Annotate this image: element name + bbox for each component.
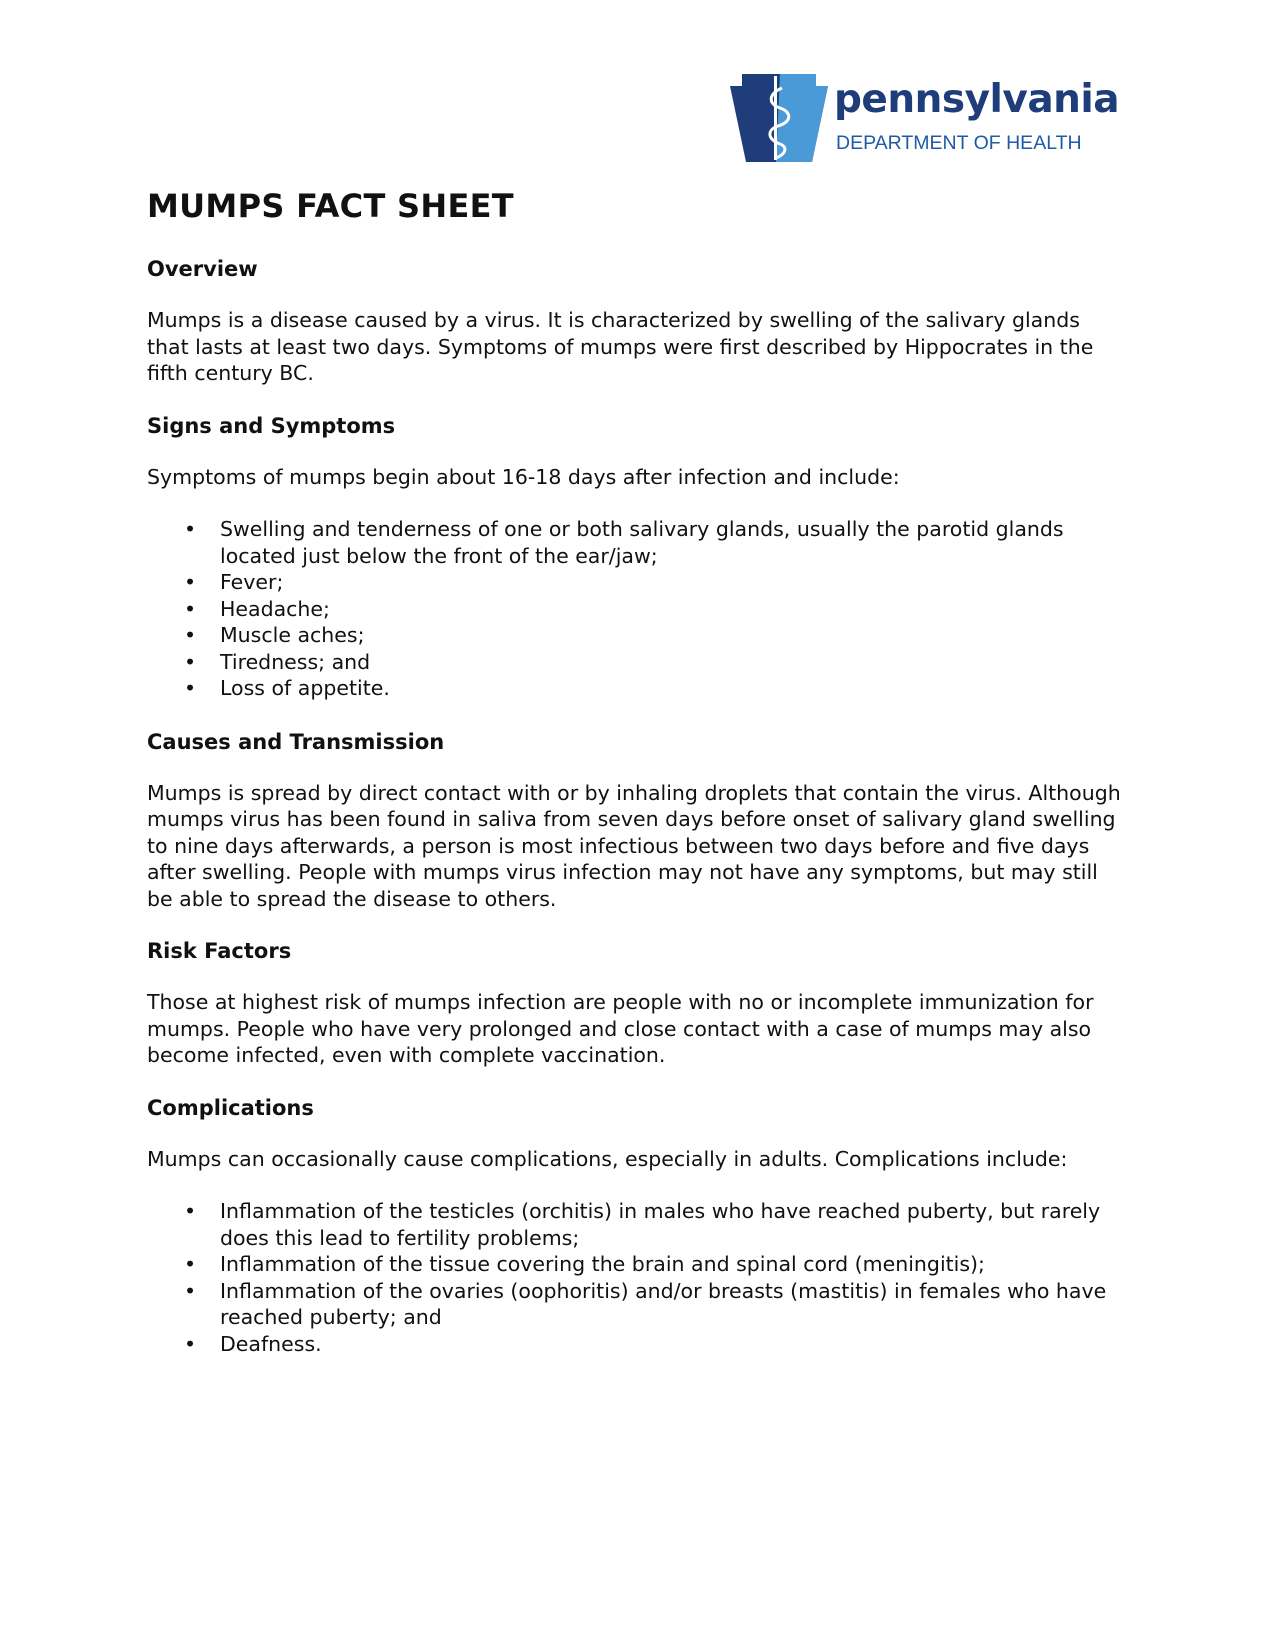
causes-heading: Causes and Transmission bbox=[147, 729, 445, 754]
overview-heading: Overview bbox=[147, 257, 258, 281]
bullet-icon: • bbox=[184, 596, 197, 621]
overview-paragraph: Mumps is a disease caused by a virus. It is characterized by swelling of the salivary glands that lasts at least two days. Symptoms of mumps were first described by Hippocrates in the fifth century BC. bbox=[147, 308, 1094, 385]
list-item-text: Inflammation of the ovaries (oophoritis) and/or breasts (mastitis) in females who have reached puberty; and bbox=[220, 1278, 1107, 1329]
complications-intro: Mumps can occasionally cause complications, especially in adults. Complications include: bbox=[147, 1146, 1068, 1171]
list-item-text: Muscle aches; bbox=[220, 623, 365, 647]
bullet-icon: • bbox=[184, 1278, 197, 1303]
list-item-text: Deafness. bbox=[220, 1331, 322, 1356]
signs-intro: Symptoms of mumps begin about 16-18 days after infection and include: bbox=[147, 464, 900, 489]
bullet-icon: • bbox=[184, 1199, 197, 1223]
list-item-text: Inflammation of the testicles (orchitis) in males who have reached puberty, but rarely does this lead to fertility problems; bbox=[220, 1199, 1101, 1250]
bullet-icon: • bbox=[184, 676, 197, 700]
list-item-text: Inflammation of the tissue covering the brain and spinal cord (meningitis); bbox=[220, 1252, 985, 1276]
list-item bbox=[147, 622, 1127, 649]
list-item bbox=[147, 1278, 1127, 1331]
logo-department: DEPARTMENT OF HEALTH bbox=[836, 132, 1082, 154]
signs-heading: Signs and Symptoms bbox=[147, 413, 396, 438]
bullet-icon: • bbox=[184, 1252, 197, 1276]
logo-wordmark: pennsylvania bbox=[834, 77, 1120, 122]
complications-heading: Complications bbox=[147, 1095, 314, 1120]
list-item bbox=[147, 1198, 1127, 1251]
pennsylvania-health-logo bbox=[730, 70, 1120, 166]
list-item bbox=[147, 1251, 1127, 1278]
bullet-icon: • bbox=[184, 1331, 197, 1356]
causes-paragraph: Mumps is spread by direct contact with or by inhaling droplets that contain the virus. Although mumps virus has been found in saliva from seven days before onset of salivary gland swelling to nine days afterwards, a person is most infectious between two days before and five days after swelling. People with mumps virus infection may not have any symptoms, but may still be able to spread the disease to others. bbox=[147, 780, 1121, 911]
symptoms-list bbox=[147, 516, 1127, 702]
list-item-text: Loss of appetite. bbox=[220, 676, 390, 700]
list-item-text: Headache; bbox=[220, 596, 330, 621]
bullet-icon: • bbox=[184, 517, 197, 541]
complications-list bbox=[147, 1198, 1127, 1357]
list-item-text: Swelling and tenderness of one or both salivary glands, usually the parotid glands located just below the front of the ear/jaw; bbox=[220, 517, 1064, 568]
risk-paragraph: Those at highest risk of mumps infection are people with no or incomplete immunization for mumps. People who have very prolonged and close contact with a case of mumps may also become infected, even with complete vaccination. bbox=[147, 990, 1094, 1067]
document-body bbox=[147, 186, 1127, 1384]
page-title: MUMPS FACT SHEET bbox=[147, 187, 514, 225]
list-item bbox=[147, 675, 1127, 702]
keystone-logo-icon bbox=[730, 74, 828, 166]
list-item bbox=[147, 1331, 1127, 1358]
bullet-icon: • bbox=[184, 623, 197, 647]
bullet-icon: • bbox=[184, 570, 197, 594]
list-item-text: Tiredness; and bbox=[220, 649, 371, 674]
list-item bbox=[147, 569, 1127, 596]
list-item-text: Fever; bbox=[220, 570, 284, 594]
risk-heading: Risk Factors bbox=[147, 939, 292, 963]
list-item bbox=[147, 649, 1127, 676]
bullet-icon: • bbox=[184, 649, 197, 674]
list-item bbox=[147, 596, 1127, 623]
list-item bbox=[147, 516, 1127, 569]
